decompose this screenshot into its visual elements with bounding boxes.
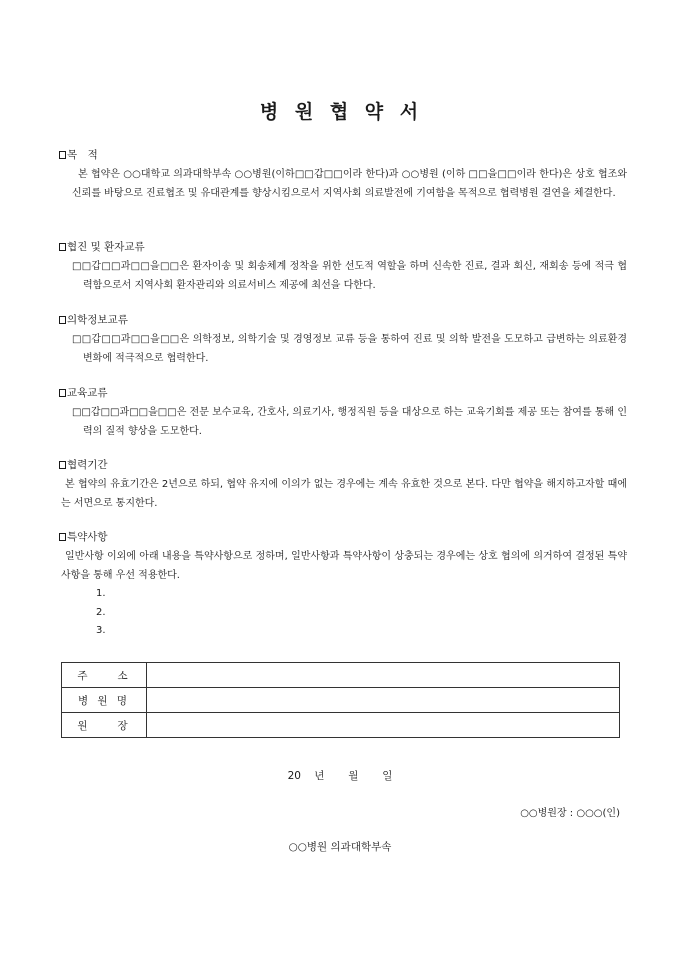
special-items-list	[59, 585, 627, 641]
checkbox-square-icon	[59, 461, 66, 469]
section-heading	[59, 458, 627, 472]
checkbox-square-icon	[59, 243, 66, 251]
director-signature: ○○병원장 : ○○○(인)	[520, 808, 620, 819]
address-field[interactable]	[147, 663, 620, 688]
section-heading	[59, 313, 627, 327]
checkbox-square-icon	[59, 151, 66, 159]
section-heading-text: 목 적	[67, 149, 98, 161]
section-heading	[59, 530, 627, 544]
list-item: 3.	[96, 625, 106, 636]
section-body: 일반사항 이외에 아래 내용을 특약사항으로 정하며, 일반사항과 특약사항이 상충되는 경우에는 상호 협의에 의거하여 결정된 특약사항을 통해 우선 적용한다.	[61, 551, 627, 581]
checkbox-square-icon	[59, 316, 66, 324]
table-row	[62, 713, 620, 738]
section-body: □□갑□□과□□을□□은 의학정보, 의학기술 및 경영정보 교류 등을 통하여 진료 및 의학 발전을 도모하고 급변하는 의료환경 변화에 적극적으로 협력한다.	[72, 334, 627, 364]
section-purpose	[59, 148, 627, 203]
section-heading	[59, 386, 627, 400]
checkbox-square-icon	[59, 533, 66, 541]
section-body: 본 협약은 ○○대학교 의과대학부속 ○○병원(이하□□갑□□이라 한다)과 ○○병원 (이하 □□을□□이라 한다)은 상호 협조와 신뢰를 바탕으로 진료협조 및 유대관계를 향상시킴으로서 지역사회 의료발전에 기여함을 목적으로 협력병원 결연을 체결한다.	[72, 169, 627, 199]
hospital-footer: ○○병원 의과대학부속	[288, 841, 392, 853]
section-education	[59, 386, 627, 441]
section-heading	[59, 240, 627, 254]
section-cooperation	[59, 240, 627, 295]
director-label: 원 장	[62, 713, 147, 738]
section-heading-text: 협력기간	[67, 459, 108, 471]
list-item: 1.	[96, 588, 106, 599]
list-item: 2.	[96, 606, 106, 618]
hospital-name-field[interactable]	[147, 688, 620, 713]
document-title: 병 원 협 약 서	[259, 101, 421, 123]
section-period	[59, 458, 627, 513]
checkbox-square-icon	[59, 389, 66, 397]
address-label: 주 소	[62, 663, 147, 688]
agreement-date: 20 년 월 일	[287, 770, 393, 782]
section-heading-text: 교육교류	[67, 387, 108, 399]
section-heading-text: 협진 및 환자교류	[67, 241, 145, 253]
section-body: □□갑□□과□□을□□은 환자이송 및 회송체계 정착을 위한 선도적 역할을 하며 신속한 진료, 결과 회신, 재회송 등에 적극 협력함으로서 지역사회 환자관리와 의료서비스 제공에 최선을 다한다.	[72, 261, 627, 291]
section-body: 본 협약의 유효기간은 2년으로 하되, 협약 유지에 이의가 없는 경우에는 계속 유효한 것으로 본다. 다만 협약을 해지하고자할 때에는 서면으로 통지한다.	[61, 479, 627, 509]
section-body: □□갑□□과□□을□□은 전문 보수교육, 간호사, 의료기사, 행정직원 등을 대상으로 하는 교육기회를 제공 또는 참여를 통해 인력의 질적 향상을 도모한다.	[72, 407, 627, 437]
section-heading-text: 특약사항	[67, 531, 108, 543]
hospital-name-label: 병 원 명	[62, 688, 147, 713]
table-row	[62, 688, 620, 713]
section-medical-info	[59, 313, 627, 368]
director-field[interactable]	[147, 713, 620, 738]
hospital-info-table	[61, 662, 620, 738]
section-heading-text: 의학정보교류	[67, 314, 128, 326]
table-row	[62, 663, 620, 688]
section-heading	[59, 148, 627, 162]
section-special	[59, 530, 627, 641]
